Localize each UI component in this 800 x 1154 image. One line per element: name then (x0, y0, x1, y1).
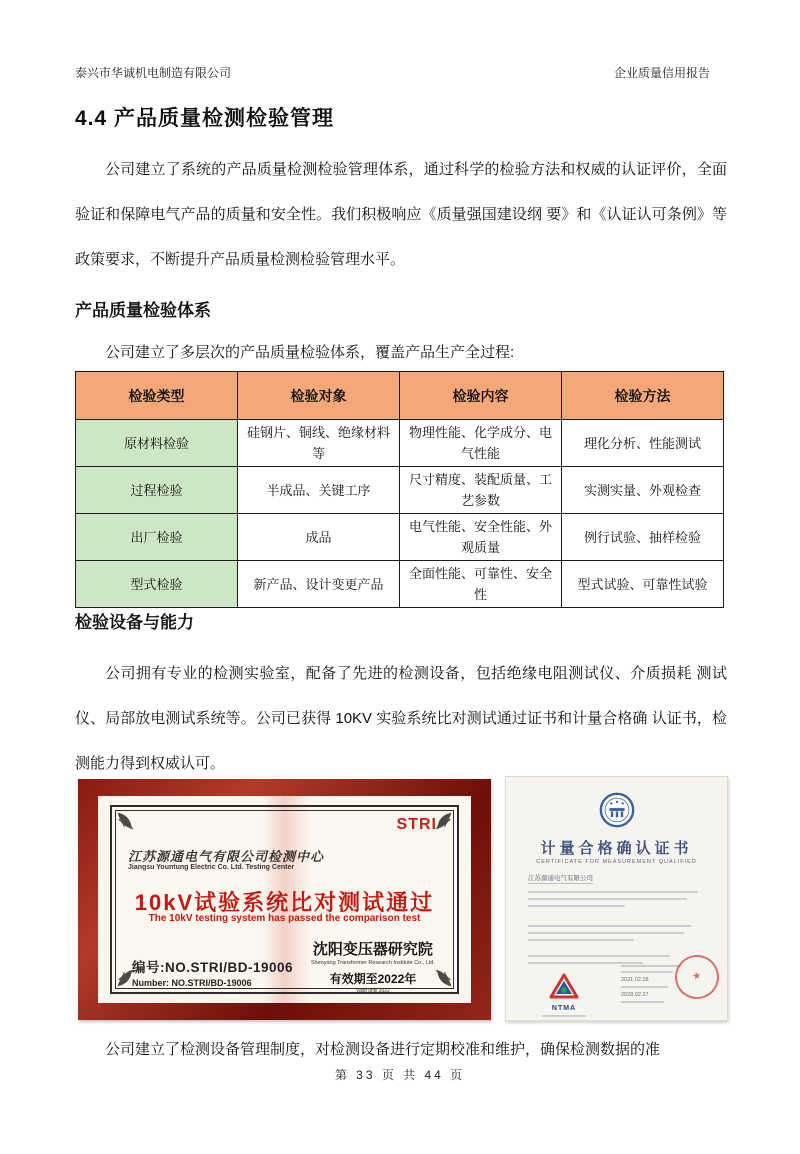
table-cell-content: 尺寸精度、装配质量、工艺参数 (400, 467, 562, 514)
ntma-caption-line (542, 1015, 586, 1017)
plaque-plate (98, 796, 471, 1003)
inspection-table (75, 371, 724, 608)
plaque-center-name-cn: 江苏源通电气有限公司检测中心 (128, 849, 325, 864)
closing-paragraph: 公司建立了检测设备管理制度，对检测设备进行定期校准和维护，确保检测数据的准 (105, 1041, 661, 1058)
approval-date: 2021.02.28 (621, 977, 649, 983)
table-cell-content: 全面性能、可靠性、安全性 (400, 561, 562, 608)
plaque-photo (78, 779, 491, 1020)
system-lead-paragraph: 公司建立了多层次的产品质量检验体系，覆盖产品生产全过程: (105, 344, 515, 361)
table-cell-method: 例行试验、抽样检验 (562, 514, 724, 561)
table-cell-content: 物理性能、化学成分、电气性能 (400, 420, 562, 467)
table-cell-type: 型式检验 (76, 561, 238, 608)
table-cell-content: 电气性能、安全性能、外观质量 (400, 514, 562, 561)
header-report-title: 企业质量信用报告 (613, 66, 710, 80)
table-cell-object: 新产品、设计变更产品 (238, 561, 400, 608)
table-header-content: 检验内容 (400, 372, 562, 420)
table-cell-method: 理化分析、性能测试 (562, 420, 724, 467)
table-cell-type: 过程检验 (76, 467, 238, 514)
ntma-text: NTMA (551, 1005, 577, 1012)
table-cell-method: 型式试验、可靠性试验 (562, 561, 724, 608)
certificate-number-en: Number: NO.STRI/BD-19006 (132, 978, 252, 988)
equipment-paragraph: 公司拥有专业的检测实验室，配备了先进的检测设备，包括绝缘电阻测试仪、介质损耗 测试仪、局部放电测试系统等。公司已获得 10KV 实验系统比对测试通过证书和计量合格确 认证书，检测能力得到权威认可。 (75, 665, 727, 772)
section-title: 4.4 产品质量检测检验管理 (75, 107, 335, 130)
page-footer: 第 33 页 共 44 页 (334, 1068, 466, 1082)
table-header-type: 检验类型 (76, 372, 238, 420)
certificate-title: 计量合格确认证书 (540, 840, 693, 857)
table-cell-object: 成品 (238, 514, 400, 561)
metrology-emblem-icon (598, 791, 636, 829)
certificate-text-lines (528, 891, 705, 912)
plaque-main-title-cn: 10kV试验系统比对测试通过 (134, 890, 435, 915)
certificate-company: 江苏源通电气有限公司 (528, 875, 593, 882)
stri-logo-text: STRI (396, 816, 437, 833)
equipment-heading: 检验设备与能力 (75, 613, 194, 632)
certificate-photo (505, 776, 728, 1021)
certificate-number-cn: 编号:NO.STRI/BD-19006 (132, 960, 294, 975)
plaque-institute-block (311, 938, 435, 994)
intro-paragraph: 公司建立了系统的产品质量检测检验管理体系，通过科学的检验方法和权威的认证评价，全面验证和保障电气产品的质量和安全性。我们积极响应《质量强国建设纲 要》和《认证认可条例》等政策要求，不断提升产品质量检测检验管理水平。 (75, 161, 727, 268)
expiry-date: 2028.02.27 (621, 992, 649, 998)
plaque-number-block (132, 956, 293, 988)
table-row (76, 514, 724, 561)
table-row (76, 420, 724, 467)
validity-en: Valid until 2022 (356, 988, 390, 994)
corner-flourish-icon (433, 968, 453, 988)
certificate-text-lines (528, 925, 705, 946)
table-cell-object: 半成品、关键工序 (238, 467, 400, 514)
table-row (76, 467, 724, 514)
table-row (76, 561, 724, 608)
corner-flourish-icon (116, 811, 136, 831)
institute-name-cn: 沈阳变压器研究院 (312, 941, 433, 958)
header-company: 泰兴市华诚机电制造有限公司 (75, 66, 232, 80)
certificate-subtitle: CERTIFICATE FOR MEASUREMENT QUALIFIED (536, 859, 697, 865)
table-cell-type: 原材料检验 (76, 420, 238, 467)
validity-cn: 有效期至2022年 (329, 972, 417, 986)
table-header-object: 检验对象 (238, 372, 400, 420)
table-cell-method: 实测实量、外观检查 (562, 467, 724, 514)
table-header-row (76, 372, 724, 420)
table-cell-type: 出厂检验 (76, 514, 238, 561)
table-cell-object: 硅钢片、铜线、绝缘材料等 (238, 420, 400, 467)
plaque-main-title-en: The 10kV testing system has passed the comparison test (148, 913, 421, 924)
ntma-logo (542, 973, 586, 1017)
institute-name-en: Shenyang Transformer Research Institute Co., Ltd. (310, 960, 435, 966)
system-heading: 产品质量检验体系 (75, 301, 211, 320)
plaque-center-name-en: Jiangsu Yountung Electric Co. Ltd. Testing Center (128, 864, 295, 871)
table-header-method: 检验方法 (562, 372, 724, 420)
